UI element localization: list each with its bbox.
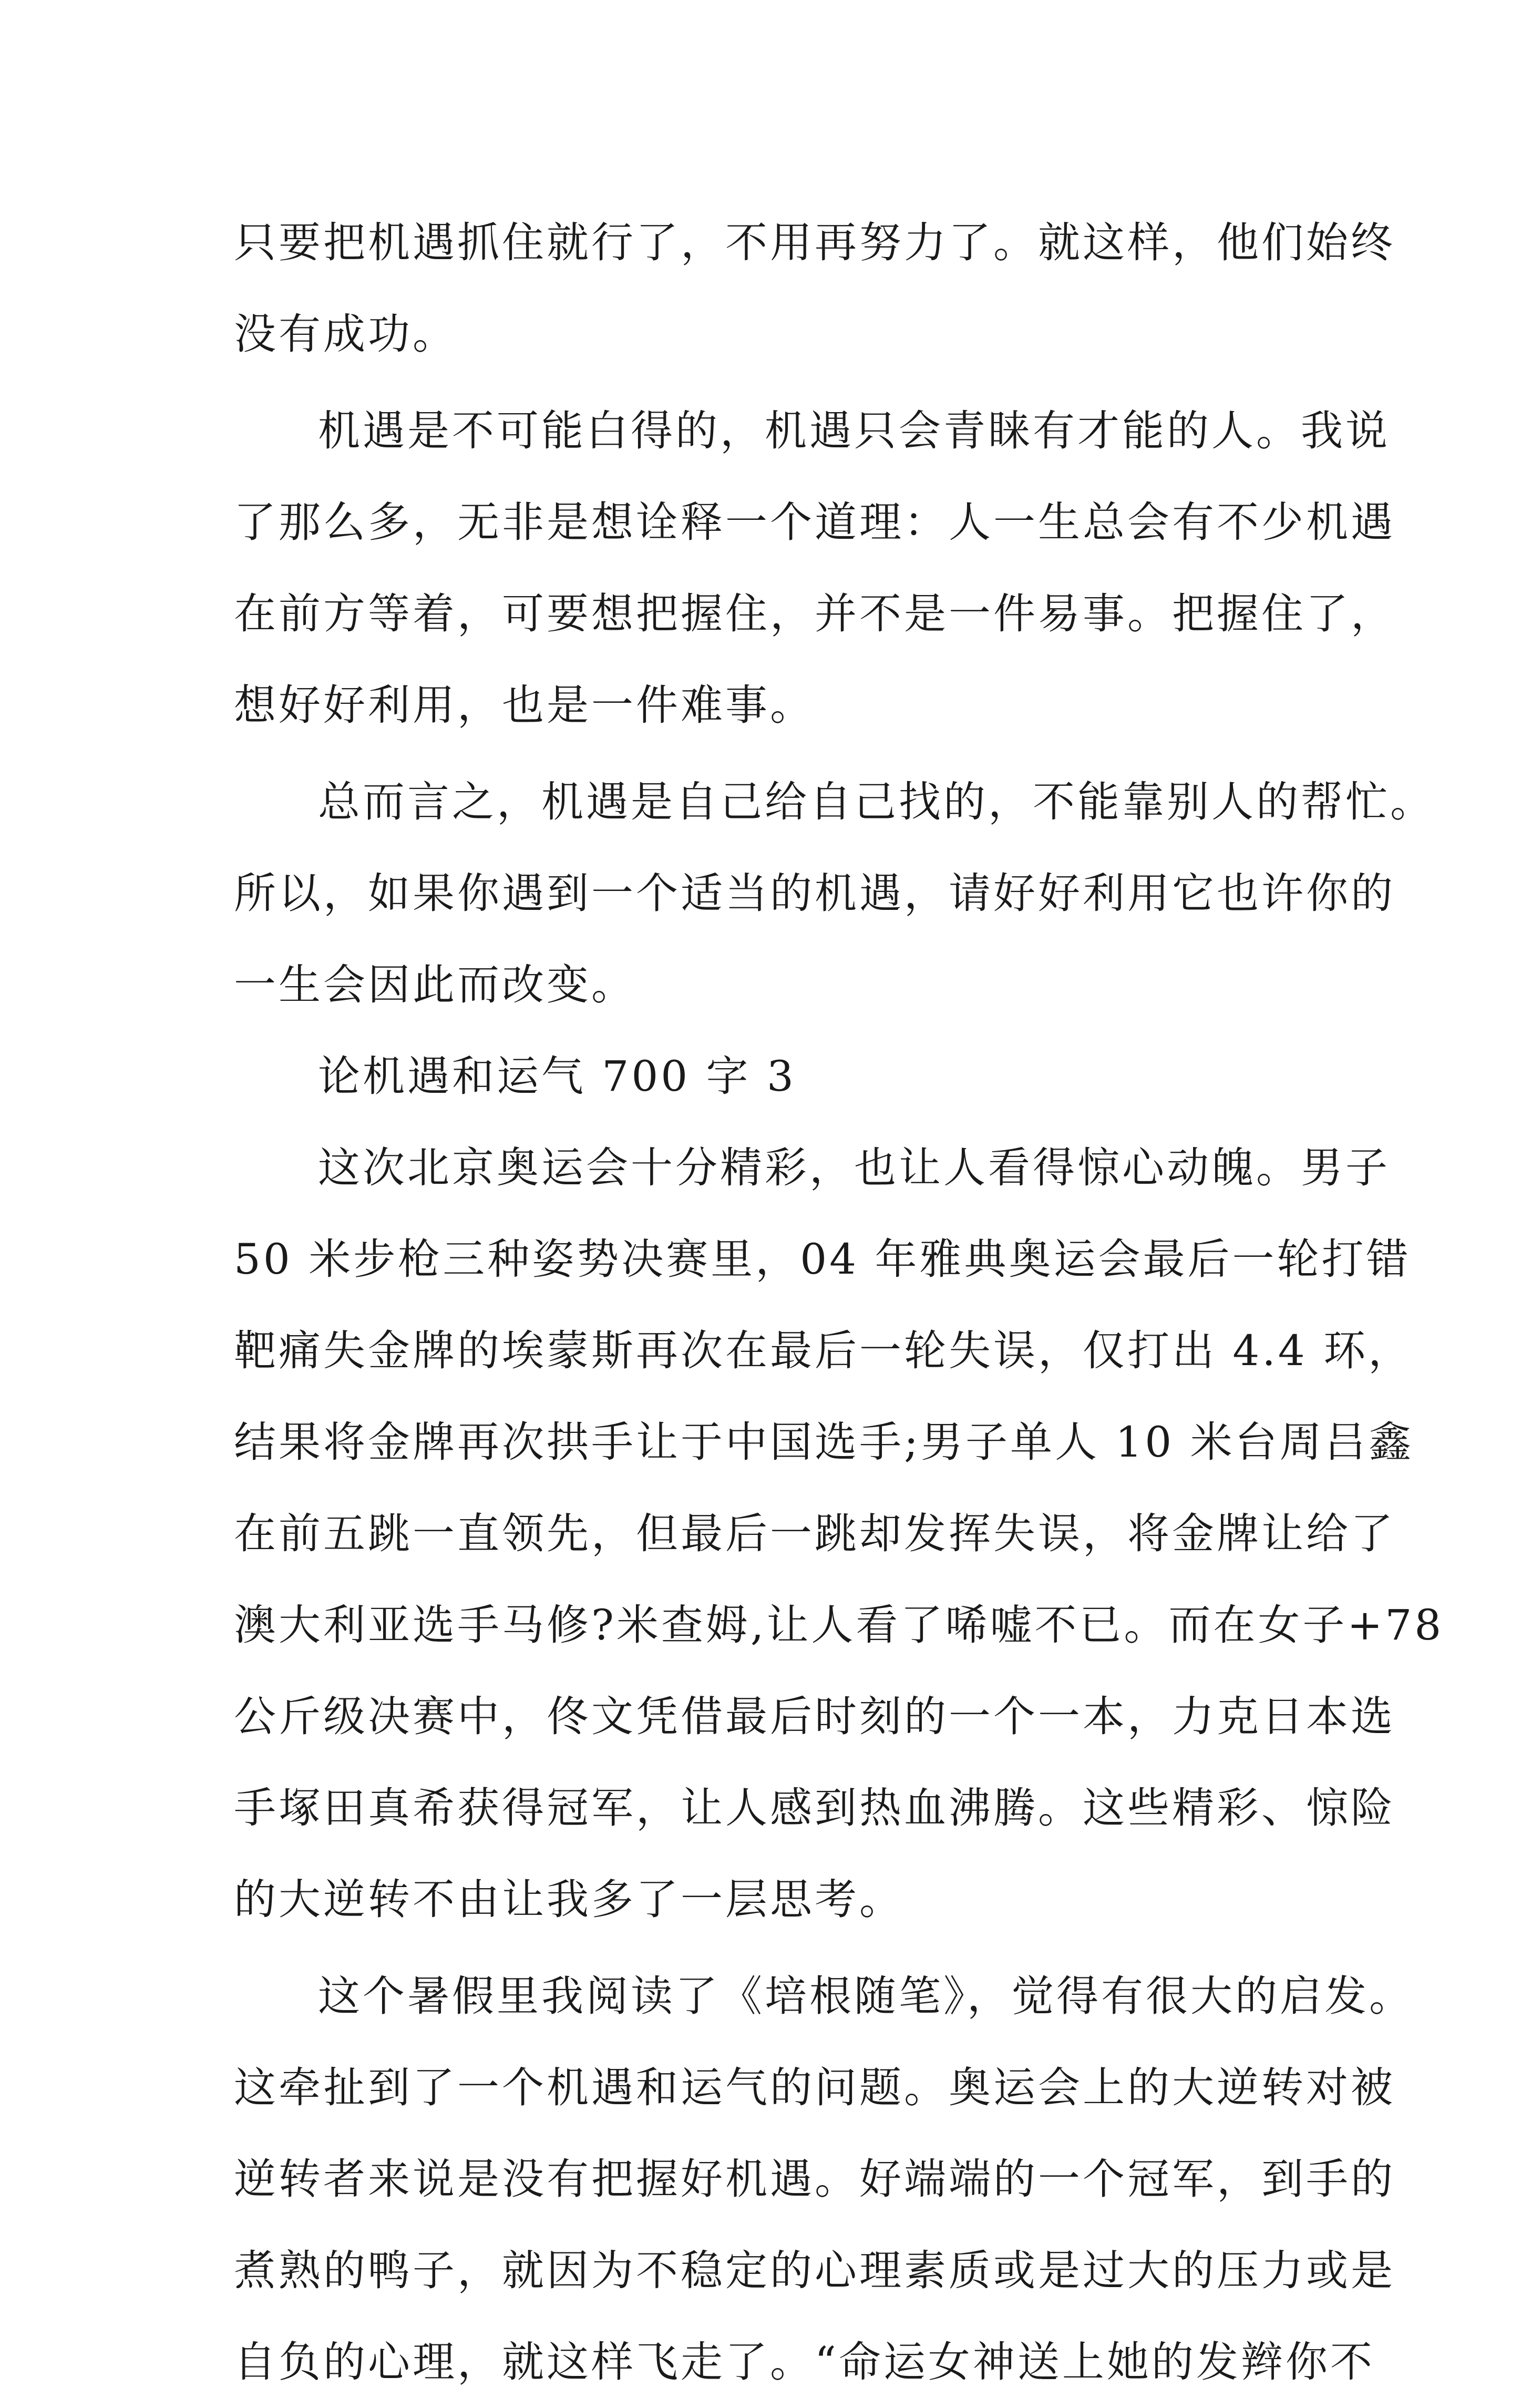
text-line: 了那么多，无非是想诠释一个道理：人一生总会有不少机遇 <box>234 498 1395 547</box>
text-line: 逆转者来说是没有把握好机遇。好端端的一个冠军，到手的 <box>234 2155 1395 2204</box>
document-body <box>234 197 1444 2408</box>
text-line: 50 米步枪三种姿势决赛里，04 年雅典奥运会最后一轮打错 <box>234 1235 1411 1284</box>
text-line: 在前方等着，可要想把握住，并不是一件易事。把握住了， <box>234 589 1395 638</box>
text-line: 煮熟的鸭子，就因为不稳定的心理素质或是过大的压力或是 <box>234 2246 1395 2295</box>
text-line: 这个暑假里我阅读了《培根随笔》，觉得有很大的启发。 <box>318 1972 1414 2021</box>
text-line: 结果将金牌再次拱手让于中国选手;男子单人 10 米台周吕鑫 <box>234 1418 1414 1467</box>
text-line: 这牵扯到了一个机遇和运气的问题。奥运会上的大逆转对被 <box>234 2063 1395 2112</box>
text-line: 公斤级决赛中，佟文凭借最后时刻的一个一本，力克日本选 <box>234 1692 1395 1741</box>
text-line: 没有成功。 <box>234 310 457 358</box>
section-heading: 论机遇和运气 700 字 3 <box>318 1052 796 1101</box>
text-line: 手塚田真希获得冠军，让人感到热血沸腾。这些精彩、惊险 <box>234 1784 1395 1832</box>
text-line: 所以，如果你遇到一个适当的机遇，请好好利用它也许你的 <box>234 869 1395 918</box>
text-line: 在前五跳一直领先，但最后一跳却发挥失误，将金牌让给了 <box>234 1509 1395 1558</box>
text-line: 靶痛失金牌的埃蒙斯再次在最后一轮失误，仅打出 4.4 环， <box>234 1326 1413 1375</box>
text-line: 总而言之，机遇是自己给自己找的，不能靠别人的帮忙。 <box>318 777 1435 826</box>
text-line: 机遇是不可能白得的，机遇只会青睐有才能的人。我说 <box>318 406 1390 455</box>
text-line: 自负的心理，就这样飞走了。“命运女神送上她的发辫你不 <box>234 2338 1375 2386</box>
text-line: 澳大利亚选手马修?米查姆,让人看了唏嘘不已。而在女子+78 <box>234 1601 1444 1649</box>
text-line: 只要把机遇抓住就行了，不用再努力了。就这样，他们始终 <box>234 218 1395 267</box>
text-line: 一生会因此而改变。 <box>234 960 636 1009</box>
text-line: 的大逆转不由让我多了一层思考。 <box>234 1875 904 1924</box>
text-line: 这次北京奥运会十分精彩，也让人看得惊心动魄。男子 <box>318 1143 1390 1192</box>
text-line: 想好好利用，也是一件难事。 <box>234 681 815 730</box>
